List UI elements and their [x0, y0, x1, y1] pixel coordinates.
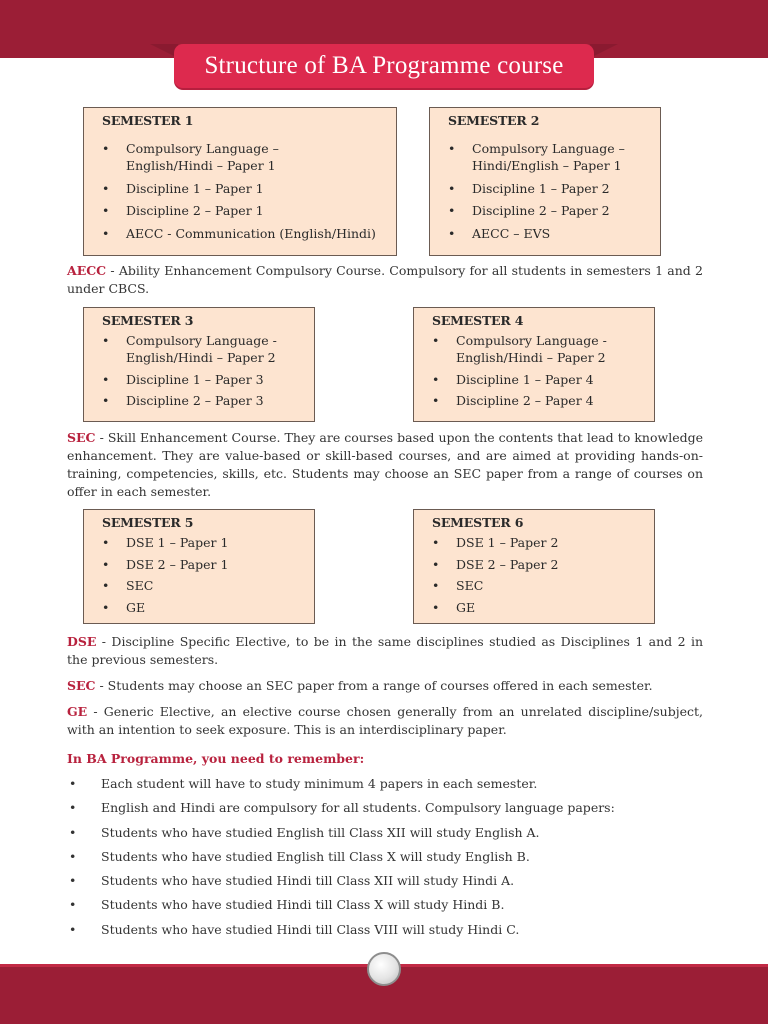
remember-list [67, 775, 707, 945]
course-item: • Compulsory Language – English/Hindi – Paper 1 [102, 140, 396, 174]
course-item: • DSE 2 – Paper 2 [432, 556, 654, 573]
course-item: • DSE 1 – Paper 1 [102, 534, 314, 551]
course-item: • DSE 2 – Paper 1 [102, 556, 314, 573]
semester-title: SEMESTER 6 [432, 515, 524, 530]
course-item: • Compulsory Language - English/Hindi – Paper 2 [432, 332, 654, 366]
note-term: SEC [67, 430, 96, 445]
semester-course-list [448, 140, 660, 242]
remember-item: • Students who have studied English till Class X will study English B. [67, 848, 707, 872]
semester-course-list [432, 534, 654, 616]
title-pill [174, 44, 594, 88]
semester-title: SEMESTER 5 [102, 515, 194, 530]
page-title: Structure of BA Programme course [204, 52, 564, 79]
note-text: - Generic Elective, an elective course chosen generally from an unrelated discipline/subject, with an intention to seek exposure. This is an interdisciplinary paper. [67, 704, 703, 737]
ribbon-fold-right [590, 44, 618, 58]
page-badge-circle [367, 952, 401, 986]
semester-4-box [413, 307, 655, 422]
semester-2-box [429, 107, 661, 256]
remember-item: • Students who have studied English till Class XII will study English A. [67, 824, 707, 848]
note-text: - Skill Enhancement Course. They are courses based upon the contents that lead to knowledge enhancement. They are value-based or skill-based courses, and are aimed at providing hands-on-training, competencies, skills, etc. Students may choose an SEC paper from a range of courses on offer in each semester. [67, 430, 703, 499]
aecc-note [67, 262, 703, 298]
semester-title: SEMESTER 1 [102, 113, 194, 128]
course-item: • AECC – EVS [448, 225, 660, 242]
sec-note [67, 429, 703, 501]
course-item: • Discipline 1 – Paper 4 [432, 371, 654, 388]
course-item: • AECC - Communication (English/Hindi) [102, 225, 396, 242]
course-item: • GE [102, 599, 314, 616]
course-item: • Compulsory Language – Hindi/English – Paper 1 [448, 140, 660, 174]
course-item: • GE [432, 599, 654, 616]
ge-note [67, 703, 703, 739]
remember-item: • English and Hindi are compulsory for all students. Compulsory language papers: [67, 799, 707, 823]
semester-course-list [102, 332, 314, 409]
course-item: • DSE 1 – Paper 2 [432, 534, 654, 551]
semester-title: SEMESTER 2 [448, 113, 540, 128]
note-term: DSE [67, 634, 97, 649]
note-term: AECC [67, 263, 107, 278]
course-item: • SEC [432, 577, 654, 594]
note-text: - Ability Enhancement Compulsory Course. Compulsory for all students in semesters 1 and 2 under CBCS. [67, 263, 703, 296]
course-item: • Discipline 1 – Paper 1 [102, 180, 396, 197]
remember-heading: In BA Programme, you need to remember: [67, 751, 365, 766]
note-text: - Students may choose an SEC paper from a range of courses offered in each semester. [95, 678, 653, 693]
semester-1-box [83, 107, 397, 256]
note-term: GE [67, 704, 88, 719]
semester-5-box [83, 509, 315, 624]
title-ribbon [150, 40, 618, 90]
course-item: • Discipline 2 – Paper 1 [102, 202, 396, 219]
remember-item: • Students who have studied Hindi till Class VIII will study Hindi C. [67, 921, 707, 945]
note-term: SEC [67, 678, 96, 693]
remember-item: • Students who have studied Hindi till Class XII will study Hindi A. [67, 872, 707, 896]
semester-3-box [83, 307, 315, 422]
semester-title: SEMESTER 3 [102, 313, 194, 328]
course-item: • Discipline 2 – Paper 4 [432, 392, 654, 409]
course-item: • SEC [102, 577, 314, 594]
remember-item: • Students who have studied Hindi till Class X will study Hindi B. [67, 896, 707, 920]
course-item: • Discipline 2 – Paper 2 [448, 202, 660, 219]
remember-item: • Each student will have to study minimum 4 papers in each semester. [67, 775, 707, 799]
course-item: • Discipline 2 – Paper 3 [102, 392, 314, 409]
dse-note [67, 633, 703, 669]
sec-offered-note [67, 677, 703, 695]
course-item: • Compulsory Language - English/Hindi – Paper 2 [102, 332, 314, 366]
semester-course-list [432, 332, 654, 409]
course-item: • Discipline 1 – Paper 3 [102, 371, 314, 388]
semester-course-list [102, 534, 314, 616]
course-item: • Discipline 1 – Paper 2 [448, 180, 660, 197]
semester-6-box [413, 509, 655, 624]
semester-course-list [102, 140, 396, 242]
note-text: - Discipline Specific Elective, to be in the same disciplines studied as Disciplines 1 and 2 in the previous semesters. [67, 634, 703, 667]
semester-title: SEMESTER 4 [432, 313, 524, 328]
